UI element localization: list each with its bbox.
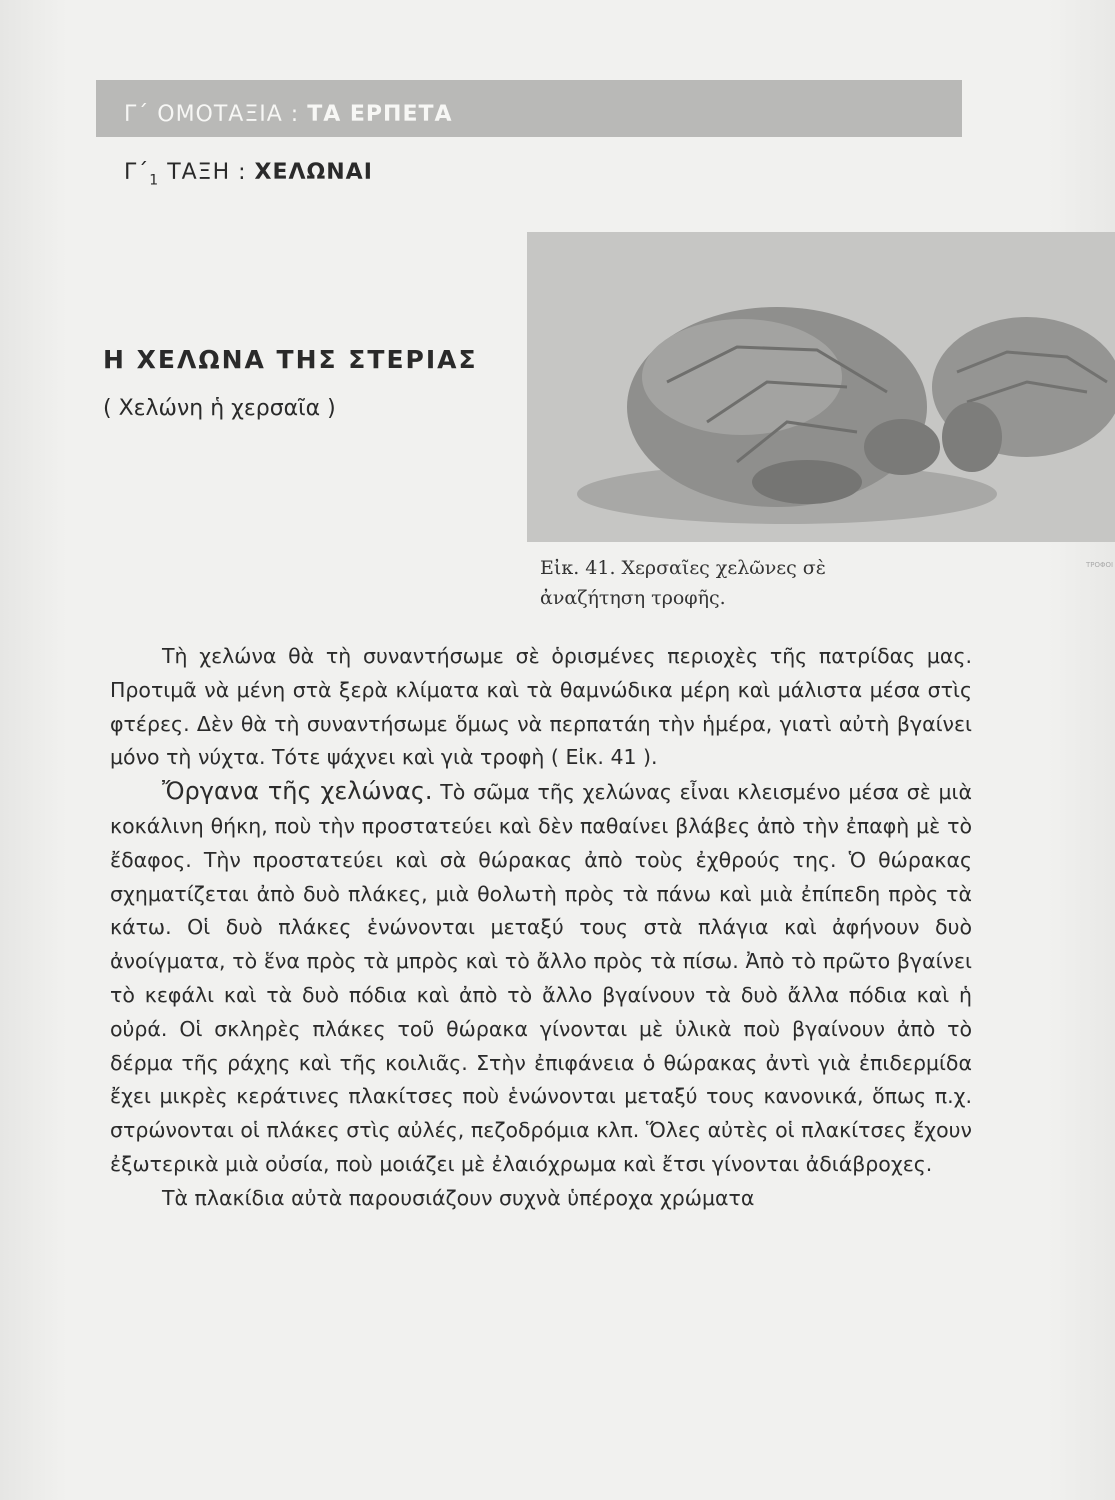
- order-label: ΤΑΞΗ :: [167, 160, 247, 185]
- order-index: 1: [149, 172, 160, 189]
- order-gamma: Γ΄: [124, 160, 150, 185]
- paragraph-organs-heading: Ὄργανα τῆς χελώνας.: [162, 777, 433, 806]
- body-text: [110, 640, 972, 1216]
- figure-caption: Εἰκ. 41. Χερσαῖες χελῶνες σὲ ἀναζήτηση τροφῆς.: [540, 557, 826, 609]
- banner-title: [124, 102, 453, 127]
- section-title: Η ΧΕΛΩΝΑ ΤΗΣ ΣΤΕΡΙΑΣ: [103, 345, 478, 374]
- tortoise-illustration: [527, 232, 1115, 542]
- tortoise-photo: [527, 232, 1115, 542]
- chapter-banner: [96, 80, 962, 137]
- margin-mark: ΤΡΟΦΟΙ: [1086, 561, 1114, 569]
- banner-group: ΤΑ ΕΡΠΕΤΑ: [307, 102, 453, 127]
- species-name: ( Χελώνη ἡ χερσαῖα ): [103, 396, 336, 421]
- paragraph-plates: Τὰ πλακίδια αὐτὰ παρουσιάζουν συχνὰ ὑπέροχα χρώματα: [162, 1185, 755, 1210]
- paragraph-habitat: Τὴ χελώνα θὰ τὴ συναντήσωμε σὲ ὁρισμένες περιοχὲς τῆς πατρίδας μας. Προτιμᾶ νὰ μένη στὰ ξερὰ κλίματα καὶ τὰ θαμνώδικα μέρη καὶ μάλιστα μέσα στὶς φτέρες. Δὲν θὰ τὴ συναντήσωμε ὅμως νὰ περπατάη τὴν ἡμέρα, γιατὶ αὐτὴ βγαίνει μόνο τὴ νύχτα. Τότε ψάχνει καὶ γιὰ τροφὴ ( Εἰκ. 41 ).: [110, 644, 972, 770]
- shell-large-highlight: [642, 319, 842, 435]
- leg-front: [752, 460, 862, 504]
- order-heading: [124, 160, 373, 188]
- paragraph-organs-text: Τὸ σῶμα τῆς χελώνας εἶναι κλεισμένο μέσα σὲ μιὰ κοκάλινη θήκη, ποὺ τὴν προστατεύει καὶ δὲν παθαίνει βλάβες ἀπὸ τὴν ἐπαφὴ μὲ τὸ ἔδαφος. Τὴν προστατεύει καὶ σὰ θώρακας ἀπὸ τοὺς ἐχθρούς της. Ὁ θώρακας σχηματίζεται ἀπὸ δυὸ πλάκες, μιὰ θολωτὴ πρὸς τὰ πάνω καὶ μιὰ ἐπίπεδη πρὸς τὰ κάτω. Οἱ δυὸ πλάκες ἑνώνονται μεταξύ τους στὰ πλάγια καὶ ἀφήνουν δυὸ ἀνοίγματα, τὸ ἕνα πρὸς τὰ μπρὸς καὶ τὸ ἄλλο πρὸς τὰ πίσω. Ἀπὸ τὸ πρῶτο βγαίνει τὸ κεφάλι καὶ τὰ δυὸ πόδια καὶ ἀπὸ τὸ ἄλλο βγαίνουν τὰ δυὸ ἄλλα πόδια καὶ ἡ οὐρά. Οἱ σκληρὲς πλάκες τοῦ θώρακα γίνονται μὲ ὑλικὰ ποὺ βγαίνουν ἀπὸ τὸ δέρμα τῆς ράχης καὶ τῆς κοιλιᾶς. Στὴν ἐπιφάνεια ὁ θώρακας ἀντὶ γιὰ ἐπιδερμίδα ἔχει μικρὲς κεράτινες πλακίτσες ποὺ ἑνώνονται μεταξύ τους κανονικά, ὅπως π.χ. στρώνονται οἱ πλάκες στὶς αὐλές, πεζοδρόμια κλπ. Ὅλες αὐτὲς οἱ πλακίτσες ἔχουν ἐξωτερικὰ μιὰ οὐσία, ποὺ μοιάζει μὲ ἐλαιόχρωμα καὶ ἔτσι γίνονται ἀδιάβροχες.: [110, 780, 973, 1176]
- paragraph-organs: [110, 775, 972, 1182]
- banner-prefix: Γ΄ ΟΜΟΤΑΞΙΑ :: [124, 102, 300, 127]
- leg-small: [942, 402, 1002, 472]
- order-name: ΧΕΛΩΝΑΙ: [254, 160, 373, 185]
- head: [864, 419, 940, 475]
